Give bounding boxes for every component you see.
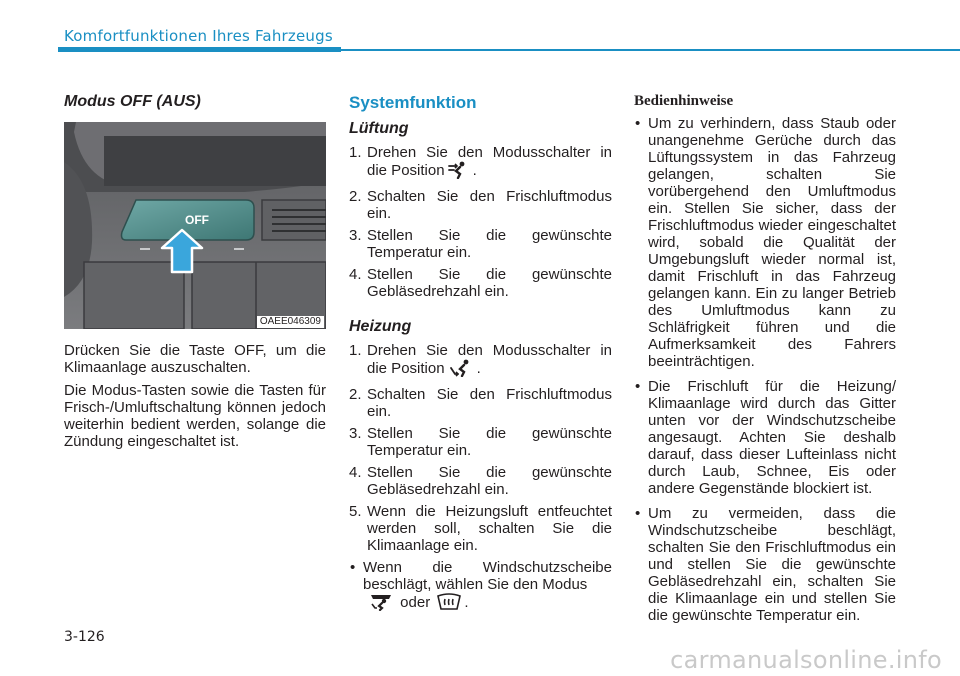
step-number: 4. xyxy=(349,266,362,283)
step-text: Schalten Sie den Frischluftmodus ein. xyxy=(367,386,612,420)
step-number: 5. xyxy=(349,503,362,520)
defrost-icon xyxy=(437,593,461,615)
section-title: Komfortfunktionen Ihres Fahrzeugs xyxy=(64,27,333,45)
column-off-mode xyxy=(64,92,326,450)
step-text: Stellen Sie die gewünschte Temperatur ein. xyxy=(367,425,612,459)
list-item xyxy=(349,386,612,420)
list-item xyxy=(349,342,612,381)
column-operating-tips xyxy=(634,92,896,624)
off-mode-paragraph-2: Die Modus-Tasten sowie die Tasten für Frisch-/Umluftschaltung können jedoch weiterhin bedient werden, solange die Zündung eingeschaltet ist. xyxy=(64,382,326,450)
list-item xyxy=(349,464,612,498)
heating-note xyxy=(349,559,612,615)
off-button-label: OFF xyxy=(185,213,209,227)
step-number: 3. xyxy=(349,425,362,442)
step-number: 1. xyxy=(349,342,362,359)
header-rule xyxy=(341,49,960,51)
list-item xyxy=(349,503,612,554)
operating-tips-list xyxy=(634,115,896,624)
list-item xyxy=(349,144,612,183)
step-text-end: . xyxy=(476,360,481,377)
face-vent-icon xyxy=(448,161,470,183)
heating-steps xyxy=(349,342,612,554)
climate-panel-illustration xyxy=(64,122,326,329)
step-text: Schalten Sie den Frischluftmodus ein. xyxy=(367,188,612,222)
step-number: 2. xyxy=(349,188,362,205)
step-number: 1. xyxy=(349,144,362,161)
list-item xyxy=(349,425,612,459)
heading-system-function: Systemfunktion xyxy=(349,93,477,112)
list-item: • Wenn die Windschutzscheibe beschlägt, wählen Sie den Modus oder . xyxy=(349,559,612,615)
ventilation-steps xyxy=(349,144,612,300)
step-text: Stellen Sie die gewünschte Gebläsedrehzahl ein. xyxy=(367,464,612,498)
list-item: • Um zu vermeiden, dass die Windschutzscheibe beschlägt, schalten Sie den Frischluftmodus ein und stellen Sie die gewünschte Gebläsedrehzahl ein, schalten Sie die Klimaanlage ein und stellen Sie die gewünschte Temperatur ein. xyxy=(635,505,896,624)
note-text-end: . xyxy=(464,594,469,611)
header-rule-accent xyxy=(58,47,341,52)
column-system-function xyxy=(349,92,612,615)
note-text-middle: oder xyxy=(400,594,431,611)
heading-ventilation: Lüftung xyxy=(349,120,409,137)
climate-panel-photo xyxy=(64,122,326,329)
floor-vent-icon xyxy=(448,359,474,381)
photo-caption: OAEE046309 xyxy=(257,316,324,328)
list-item xyxy=(349,266,612,300)
page-number: 3-126 xyxy=(64,629,105,645)
step-number: 3. xyxy=(349,227,362,244)
heading-heating: Heizung xyxy=(349,318,412,335)
step-number: 4. xyxy=(349,464,362,481)
heading-operating-tips: Bedienhinweise xyxy=(634,93,734,109)
step-text-end: . xyxy=(472,162,477,179)
step-text: Stellen Sie die gewünschte Gebläsedrehzahl ein. xyxy=(367,266,612,300)
list-item: • Die Frischluft für die Heizung/ Klimaanlage wird durch das Gitter unten vor der Windschutzscheibe angesaugt. Achten Sie deshalb darauf, dass dieser Lufteinlass nicht durch Laub, Schnee, Eis oder andere Gegenstände blockiert ist. xyxy=(635,378,896,497)
list-item xyxy=(349,227,612,261)
heading-off-mode: Modus OFF (AUS) xyxy=(64,93,201,110)
step-text: Drehen Sie den Modusschalter in die Position xyxy=(367,342,612,377)
list-item xyxy=(349,188,612,222)
off-mode-paragraph-1: Drücken Sie die Taste OFF, um die Klimaanlage auszuschalten. xyxy=(64,342,326,376)
tip-text: Um zu vermeiden, dass die Windschutzscheibe beschlägt, schalten Sie den Frischluftmodus ein und stellen Sie die gewünschte Gebläsedrehzahl ein, schalten Sie die Klimaanlage ein und stellen Sie die gewünschte Temperatur ein. xyxy=(648,505,896,624)
floor-defrost-icon xyxy=(369,593,393,615)
note-text: Wenn die Windschutzscheibe beschlägt, wählen Sie den Modus xyxy=(363,559,612,593)
watermark: carmanualsonline.info xyxy=(670,646,942,674)
step-text: Drehen Sie den Modusschalter in die Position xyxy=(367,144,612,179)
tip-text: Um zu verhindern, dass Staub oder unangenehme Gerüche durch das Lüftungssystem in das Fahrzeug gelangen, schalten Sie vorübergehend den Umluftmodus ein. Stellen Sie sicher, dass der Frischluftmodus wieder eingeschaltet wird, sobald die Qualität der Umgebungsluft wieder normal ist, damit Frischluft in das Fahrzeug gelangen kann. Ein zu langer Betrieb des Umluftmodus kann zu Schläfrigkeit führen und die Aufmerksamkeit des Fahrers beeinträchtigen. xyxy=(648,115,896,370)
step-text: Stellen Sie die gewünschte Temperatur ein. xyxy=(367,227,612,261)
step-text: Wenn die Heizungsluft entfeuchtet werden soll, schalten Sie die Klimaanlage ein. xyxy=(367,503,612,554)
tip-text: Die Frischluft für die Heizung/ Klimaanlage wird durch das Gitter unten vor der Windschutzscheibe angesaugt. Achten Sie deshalb darauf, dass dieser Lufteinlass nicht durch Laub, Schnee, Eis oder andere Gegenstände blockiert ist. xyxy=(648,378,896,497)
step-number: 2. xyxy=(349,386,362,403)
list-item: • Um zu verhindern, dass Staub oder unangenehme Gerüche durch das Lüftungssystem in das Fahrzeug gelangen, schalten Sie vorübergehend den Umluftmodus ein. Stellen Sie sicher, dass der Frischluftmodus wieder eingeschaltet wird, sobald die Qualität der Umgebungsluft wieder normal ist, damit Frischluft in das Fahrzeug gelangen kann. Ein zu langer Betrieb des Umluftmodus kann zu Schläfrigkeit führen und die Aufmerksamkeit des Fahrers beeinträchtigen. xyxy=(635,115,896,370)
